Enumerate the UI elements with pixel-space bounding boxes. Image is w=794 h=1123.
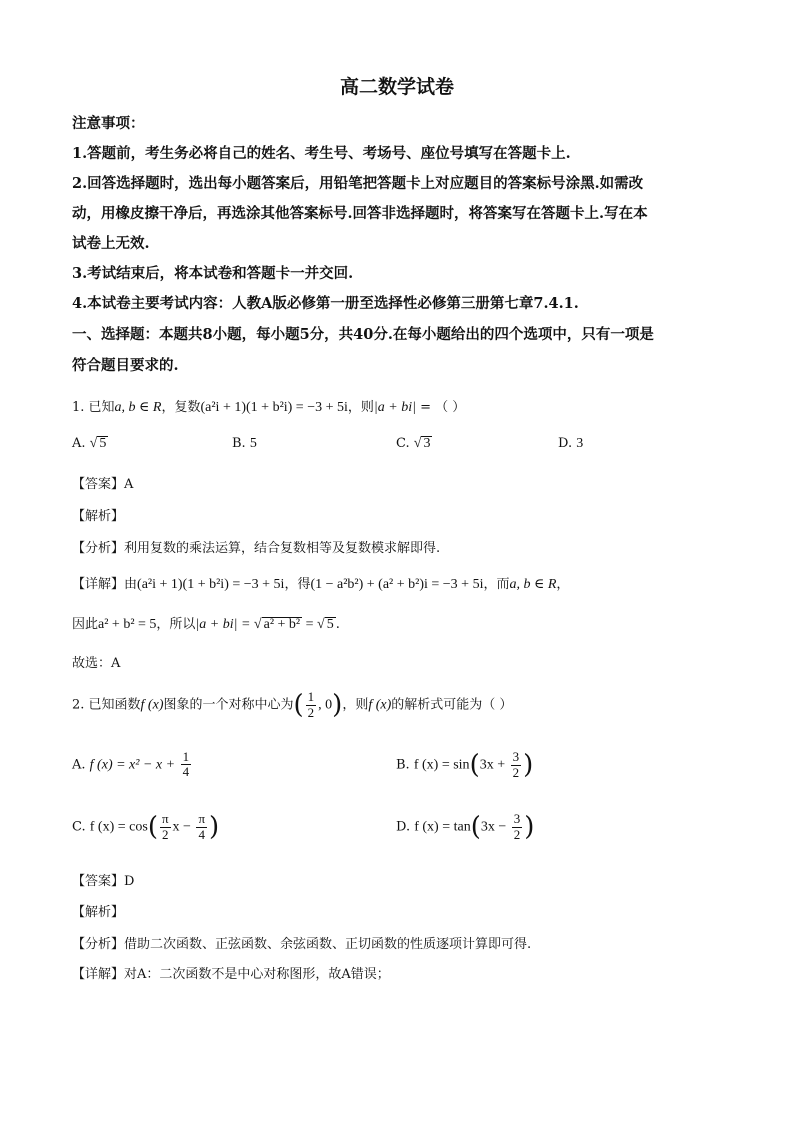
paren-left-icon: ( <box>469 750 480 780</box>
option-c-label: C. <box>396 436 410 451</box>
q1-option-b[interactable] <box>232 436 257 452</box>
option-d-inner: 3x − <box>480 819 510 835</box>
q1-option-a[interactable] <box>72 436 108 452</box>
notice-item-2-end: 试卷上无效. <box>72 235 150 252</box>
option-c-mid: x − <box>172 819 195 835</box>
q2-mid: 图象的一个对称中心为 <box>163 697 294 713</box>
q1-detail-line-2 <box>72 613 340 633</box>
detail-text: = <box>302 617 318 632</box>
option-a-label: A. <box>72 757 86 773</box>
option-b-value: 5 <box>249 436 257 451</box>
q2-center-tail: , 0 <box>318 697 333 713</box>
paren-left-icon: ( <box>147 812 158 842</box>
q2-detail <box>72 963 390 982</box>
detail-text: ，而 <box>483 577 510 592</box>
q2-analysis-tag: 【解析】 <box>72 905 125 920</box>
detail-text: ，所以 <box>156 617 196 632</box>
q2-option-c[interactable] <box>72 812 219 842</box>
detail-text: 对A：二次函数不是中心对称图形，故A错误； <box>124 967 390 982</box>
option-a-expr: f (x) = x² − x + <box>89 757 179 773</box>
q2-answer <box>72 870 134 889</box>
q2-option-b[interactable] <box>396 750 533 780</box>
q1-prefix: 1. 已知 <box>72 400 115 415</box>
q1-choose: 故选：A <box>72 656 121 671</box>
option-c-expr: f (x) = cos <box>89 819 148 835</box>
fenxi-tag: 【分析】 <box>72 937 125 952</box>
option-b-frac <box>511 750 522 780</box>
q2-center-frac <box>306 690 317 720</box>
q1-analysis-tag: 【解析】 <box>72 509 125 524</box>
detail-tag: 【详解】 <box>72 967 125 982</box>
answer-value: A <box>124 477 134 492</box>
detail-sqrt: a² + b² <box>263 617 301 632</box>
frac-den: 4 <box>182 764 190 780</box>
detail-sqrt: 5 <box>326 617 334 632</box>
fenxi-tag: 【分析】 <box>72 541 125 556</box>
fenxi-text: 利用复数的乘法运算，结合复数相等及复数模求解即得. <box>124 541 441 556</box>
answer-value: D <box>124 874 135 889</box>
frac-num: 1 <box>307 689 315 705</box>
frac-den: 4 <box>198 826 205 842</box>
option-d-label: D. <box>558 436 573 451</box>
detail-equation: a² + b² = 5 <box>98 617 157 632</box>
frac-num: 3 <box>512 749 520 765</box>
frac-den: 2 <box>162 826 169 842</box>
sqrt-icon: √ <box>253 617 262 632</box>
option-d-label: D. <box>396 819 411 835</box>
frac-num: π <box>198 811 206 827</box>
q1-mid: ，复数 <box>161 400 201 415</box>
question-1 <box>72 396 465 416</box>
frac-num: 1 <box>182 749 190 764</box>
section-heading-cont: 符合题目要求的. <box>72 357 179 374</box>
paren-right-icon: ) <box>332 690 343 720</box>
sqrt-icon: √ <box>317 617 325 632</box>
option-d-expr: f (x) = tan <box>414 819 471 835</box>
option-c-frac-1 <box>160 812 171 842</box>
sqrt-icon: √ <box>413 436 422 451</box>
frac-den: 2 <box>307 704 315 720</box>
detail-text: ，得 <box>284 577 311 592</box>
detail-text: 因此 <box>72 617 99 632</box>
q2-suffix: 的解析式可能为（ ） <box>391 697 513 713</box>
q2-option-d[interactable] <box>396 812 534 842</box>
fenxi-text: 借助二次函数、正弦函数、余弦函数、正切函数的性质逐项计算即可得. <box>124 937 532 952</box>
option-b-label: B. <box>396 757 410 773</box>
q1-answer <box>72 473 133 492</box>
sqrt-icon: √ <box>89 436 98 451</box>
question-2 <box>72 690 512 720</box>
q1-abs: |a + bi| <box>373 400 416 415</box>
q2-then: ，则 <box>342 697 369 713</box>
q2-fx: f (x) <box>140 697 164 713</box>
option-c-label: C. <box>72 819 86 835</box>
q1-then: ，则 <box>347 400 374 415</box>
page-title: 高二数学试卷 <box>339 76 454 98</box>
option-a-label: A. <box>72 436 86 451</box>
q1-detail-line-1 <box>72 573 569 593</box>
q2-fenxi <box>72 933 531 952</box>
answer-tag: 【答案】 <box>72 874 125 889</box>
q2-option-a[interactable] <box>72 750 193 780</box>
option-c-value: 3 <box>423 436 431 451</box>
paren-left-icon: ( <box>293 690 304 720</box>
notice-item-2-cont: 动，用橡皮擦干净后，再选涂其他答案标号.回答非选择题时，将答案写在答题卡上.写在本 <box>72 205 648 222</box>
option-b-label: B. <box>232 436 246 451</box>
option-c-frac-2 <box>196 812 207 842</box>
notice-item-3: 3.考试结束后，将本试卷和答题卡一并交回. <box>72 265 354 282</box>
option-b-expr: f (x) = sin <box>413 757 470 773</box>
option-a-frac <box>181 750 192 780</box>
q2-prefix: 2. 已知函数 <box>72 697 141 713</box>
q1-fenxi <box>72 537 440 556</box>
paren-right-icon: ) <box>524 812 535 842</box>
notice-item-1: 1.答题前，考生务必将自己的姓名、考生号、考场号、座位号填写在答题卡上. <box>72 145 571 162</box>
frac-den: 2 <box>512 764 520 780</box>
option-d-value: 3 <box>576 436 584 451</box>
option-a-value: 5 <box>99 436 107 451</box>
q1-option-d[interactable] <box>558 436 583 452</box>
frac-num: π <box>161 811 169 827</box>
q1-option-c[interactable] <box>396 436 432 452</box>
paren-right-icon: ) <box>209 812 220 842</box>
q2-fx2: f (x) <box>368 697 392 713</box>
option-b-inner: 3x + <box>479 757 509 773</box>
notice-item-4: 4.本试卷主要考试内容：人教A版必修第一册至选择性必修第三册第七章7.4.1. <box>72 295 579 312</box>
detail-text: . <box>335 617 340 632</box>
detail-equation: (1 − a²b²) + (a² + b²)i = −3 + 5i <box>310 577 484 592</box>
section-heading: 一、选择题：本题共8小题，每小题5分，共40分.在每小题给出的四个选项中，只有一项是 <box>72 326 654 343</box>
detail-vars: a, b ∈ R <box>509 577 557 592</box>
option-d-frac <box>512 812 523 842</box>
paren-right-icon: ) <box>523 750 534 780</box>
q1-suffix: = （ ） <box>415 400 466 415</box>
q1-equation: (a²i + 1)(1 + b²i) = −3 + 5i <box>200 400 348 415</box>
answer-tag: 【答案】 <box>72 477 125 492</box>
notice-item-2: 2.回答选择题时，选出每小题答案后，用铅笔把答题卡上对应题目的答案标号涂黑.如需改 <box>72 175 644 192</box>
detail-text: 由 <box>124 577 138 592</box>
detail-tag: 【详解】 <box>72 577 125 592</box>
detail-equation: (a²i + 1)(1 + b²i) = −3 + 5i <box>137 577 285 592</box>
frac-num: 3 <box>513 811 521 827</box>
q1-vars: a, b ∈ R <box>114 400 162 415</box>
frac-den: 2 <box>513 826 521 842</box>
notice-heading: 注意事项： <box>72 115 145 132</box>
paren-left-icon: ( <box>470 812 481 842</box>
detail-text: ， <box>556 577 570 592</box>
detail-abs: |a + bi| = <box>195 617 254 632</box>
